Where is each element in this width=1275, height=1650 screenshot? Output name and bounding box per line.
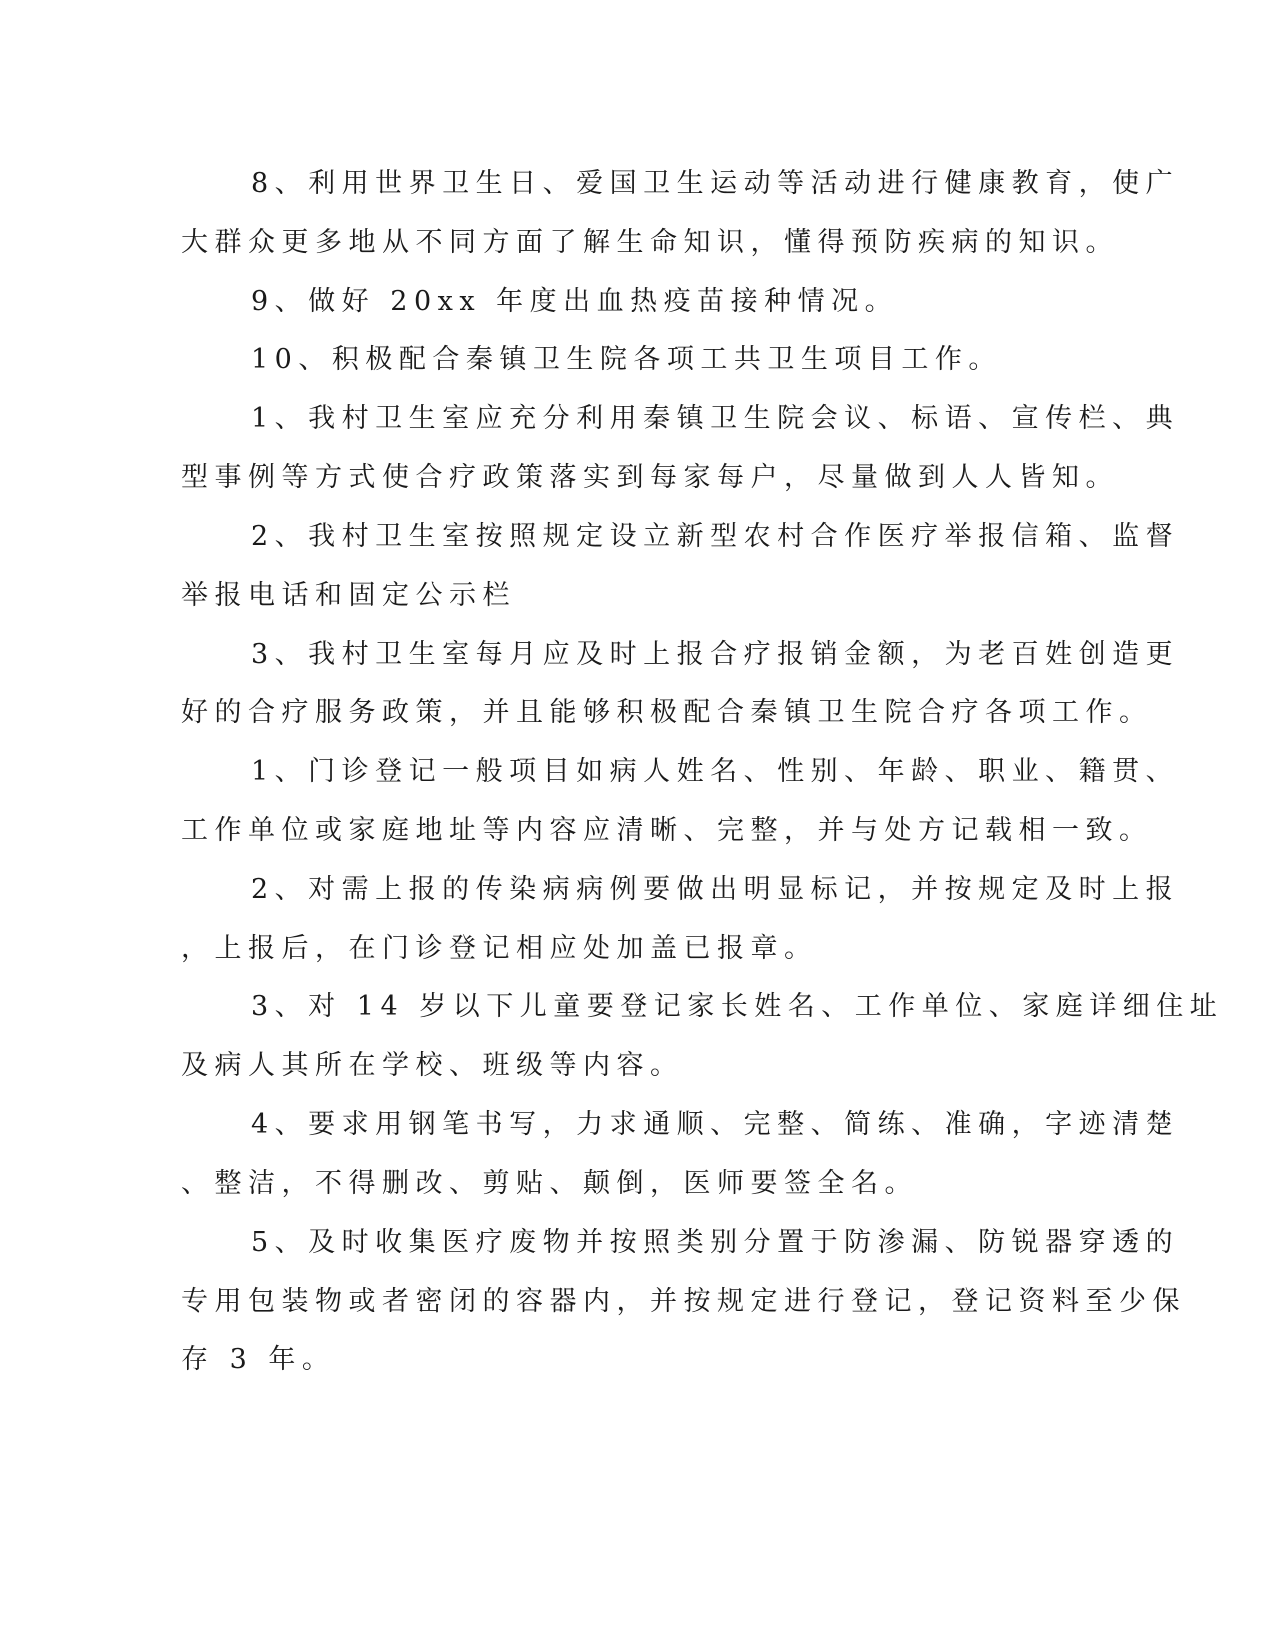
text-line: 及病人其所在学校、班级等内容。 <box>181 1050 684 1081</box>
text-line: 存 3 年。 <box>181 1344 336 1375</box>
text-line: 9、做好 20xx 年度出血热疫苗接种情况。 <box>251 286 899 317</box>
text-line: 3、我村卫生室每月应及时上报合疗报销金额，为老百姓创造更 <box>251 639 1180 670</box>
text-line: 4、要求用钢笔书写，力求通顺、完整、简练、准确，字迹清楚 <box>251 1109 1180 1140</box>
text-line: 2、对需上报的传染病病例要做出明显标记，并按规定及时上报 <box>251 874 1180 905</box>
text-line: 8、利用世界卫生日、爱国卫生运动等活动进行健康教育，使广 <box>251 168 1180 199</box>
text-line: 1、门诊登记一般项目如病人姓名、性别、年龄、职业、籍贯、 <box>251 756 1180 787</box>
text-line: 、整洁，不得删改、剪贴、颠倒，医师要签全名。 <box>181 1168 918 1199</box>
text-line: 举报电话和固定公示栏 <box>181 580 516 611</box>
text-line: ，上报后，在门诊登记相应处加盖已报章。 <box>181 933 818 964</box>
text-line: 大群众更多地从不同方面了解生命知识，懂得预防疾病的知识。 <box>181 227 1119 258</box>
text-line: 1、我村卫生室应充分利用秦镇卫生院会议、标语、宣传栏、典 <box>251 403 1180 434</box>
text-line: 型事例等方式使合疗政策落实到每家每户，尽量做到人人皆知。 <box>181 462 1119 493</box>
text-line: 2、我村卫生室按照规定设立新型农村合作医疗举报信箱、监督 <box>251 521 1180 552</box>
text-line: 5、及时收集医疗废物并按照类别分置于防渗漏、防锐器穿透的 <box>251 1227 1180 1258</box>
text-line: 10、积极配合秦镇卫生院各项工共卫生项目工作。 <box>251 344 1002 375</box>
text-line: 工作单位或家庭地址等内容应清晰、完整，并与处方记载相一致。 <box>181 815 1153 846</box>
text-line: 专用包装物或者密闭的容器内，并按规定进行登记，登记资料至少保 <box>181 1286 1186 1317</box>
text-line: 3、对 14 岁以下儿童要登记家长姓名、工作单位、家庭详细住址 <box>251 991 1224 1022</box>
text-line: 好的合疗服务政策，并且能够积极配合秦镇卫生院合疗各项工作。 <box>181 697 1153 728</box>
